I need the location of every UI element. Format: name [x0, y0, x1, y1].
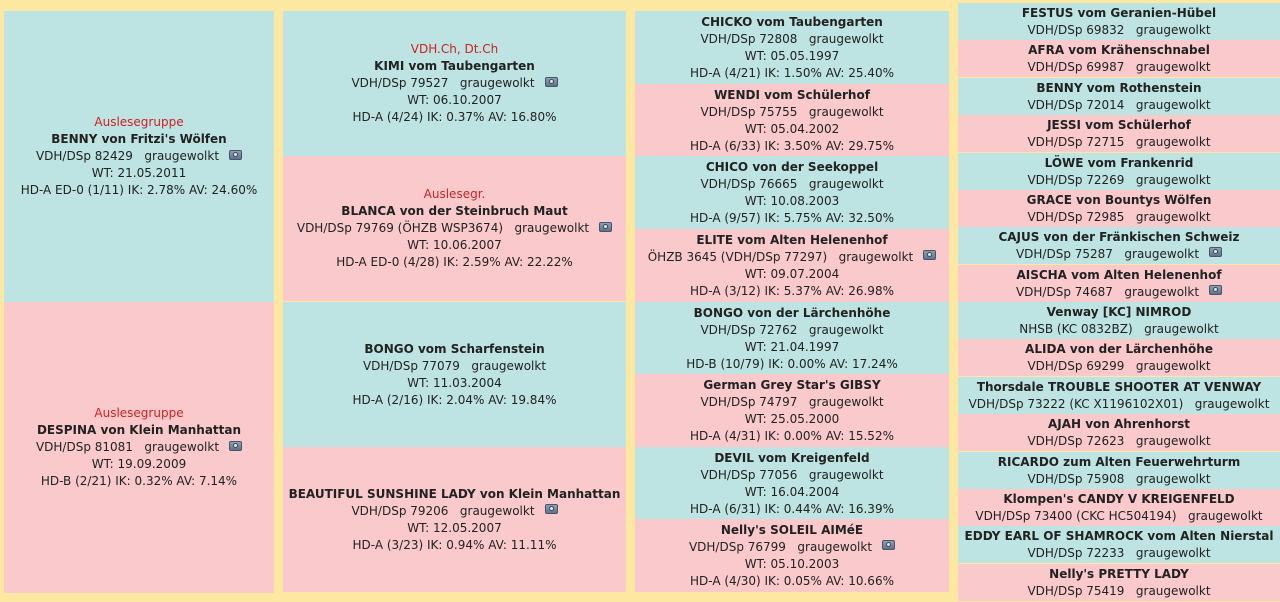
birth-date: WT: 25.05.2000	[744, 411, 840, 426]
camera-icon[interactable]	[599, 222, 612, 232]
registration-line	[700, 467, 883, 484]
registration-line	[700, 104, 883, 121]
pedigree-entry	[283, 302, 626, 447]
pedigree-entry	[4, 302, 274, 593]
coat-color: graugewolkt	[1135, 433, 1211, 448]
pedigree-entry	[958, 227, 1280, 264]
pedigree-entry	[958, 40, 1280, 77]
pedigree-entry	[283, 11, 626, 156]
coat-color: graugewolkt	[808, 31, 884, 46]
registration-number: NHSB (KC 0832BZ)	[1019, 321, 1133, 336]
dog-name[interactable]: BENNY von Fritzi's Wölfen	[51, 132, 227, 146]
registration-line	[700, 31, 883, 48]
pedigree-entry	[635, 156, 949, 229]
camera-icon[interactable]	[923, 250, 936, 260]
pedigree-entry	[283, 447, 626, 592]
registration-line	[1016, 284, 1222, 301]
coat-color: graugewolkt	[808, 394, 884, 409]
coat-color: graugewolkt	[1135, 358, 1211, 373]
dog-name[interactable]: Venway [KC] NIMROD	[1046, 304, 1192, 319]
dog-name[interactable]: Nelly's PRETTY LADY	[1049, 566, 1189, 581]
registration-number: VDH/DSp 72623	[1027, 433, 1125, 448]
registration-number: VDH/DSp 69987	[1027, 59, 1125, 74]
registration-number: VDH/DSp 75908	[1027, 471, 1125, 486]
dog-title: Auslesegruppe	[94, 115, 184, 129]
dog-name[interactable]: ELITE vom Alten Helenenhof	[696, 232, 888, 247]
registration-line	[1019, 321, 1219, 338]
coat-color: graugewolkt	[1194, 396, 1270, 411]
pedigree-entry	[958, 564, 1280, 601]
birth-date: WT: 12.05.2007	[407, 520, 502, 535]
coat-color: graugewolkt	[1135, 545, 1211, 560]
dog-name[interactable]: German Grey Star's GIBSY	[703, 377, 881, 392]
dog-title: VDH.Ch, Dt.Ch	[410, 42, 499, 56]
camera-icon[interactable]	[229, 150, 242, 160]
pedigree-entry	[958, 302, 1280, 339]
dog-name[interactable]: LÖWE vom Frankenrid	[1044, 155, 1194, 170]
pedigree-entry	[958, 265, 1280, 302]
dog-name[interactable]: DEVIL vom Kreigenfeld	[714, 450, 870, 465]
dog-name[interactable]: RICARDO zum Alten Feuerwehrturm	[997, 454, 1241, 469]
birth-date: WT: 09.07.2004	[744, 266, 840, 281]
dog-name[interactable]: Klompen's CANDY V KREIGENFELD	[1003, 491, 1235, 506]
dog-name[interactable]: Thorsdale TROUBLE SHOOTER AT VENWAY	[976, 379, 1262, 394]
registration-number: VDH/DSp 77056	[700, 467, 798, 482]
pedigree-entry	[958, 3, 1280, 40]
coat-color: graugewolkt	[1135, 172, 1211, 187]
coat-color: graugewolkt	[1124, 284, 1200, 299]
registration-number: VDH/DSp 74797	[700, 394, 798, 409]
pedigree-entry	[958, 153, 1280, 190]
pedigree-entry	[958, 489, 1280, 526]
registration-number: VDH/DSp 72985	[1027, 209, 1125, 224]
dog-name[interactable]: CHICKO vom Taubengarten	[701, 14, 883, 29]
birth-date: WT: 11.03.2004	[407, 375, 502, 390]
registration-line	[36, 439, 242, 456]
registration-number: VDH/DSp 75287	[1015, 246, 1113, 261]
registration-number: VDH/DSp 72269	[1027, 172, 1125, 187]
registration-number: VDH/DSp 79206	[351, 503, 449, 518]
dog-name[interactable]: BONGO vom Scharfenstein	[364, 341, 545, 356]
registration-line	[1027, 97, 1210, 114]
registration-line	[1027, 134, 1210, 151]
dog-name[interactable]: GRACE von Bountys Wölfen	[1026, 192, 1212, 207]
health-results: HD-A (6/31) IK: 0.44% AV: 16.39%	[690, 501, 894, 516]
coat-color: graugewolkt	[1135, 583, 1211, 598]
dog-title: Auslesegr.	[423, 187, 486, 201]
registration-number: VDH/DSp 81081	[35, 440, 133, 454]
coat-color: graugewolkt	[808, 467, 884, 482]
pedigree-entry	[635, 519, 949, 592]
pedigree-entry	[635, 84, 949, 157]
registration-line	[1027, 545, 1210, 562]
coat-color: graugewolkt	[1187, 508, 1263, 523]
pedigree-entry	[4, 11, 274, 302]
coat-color: graugewolkt	[1135, 59, 1211, 74]
registration-number: VDH/DSp 72233	[1027, 545, 1125, 560]
registration-line	[36, 148, 242, 165]
registration-line	[1027, 433, 1210, 450]
registration-number: VDH/DSp 73222 (KC X1196102X01)	[968, 396, 1184, 411]
coat-color: graugewolkt	[838, 249, 914, 264]
dog-name[interactable]: AISCHA vom Alten Helenenhof	[1016, 267, 1222, 282]
registration-number: ÖHZB 3645 (VDH/DSp 77297)	[647, 249, 828, 264]
coat-color: graugewolkt	[808, 176, 884, 191]
registration-number: VDH/DSp 72808	[700, 31, 798, 46]
registration-line	[297, 220, 612, 237]
health-results: HD-A (6/33) IK: 3.50% AV: 29.75%	[690, 138, 894, 153]
coat-color: graugewolkt	[144, 149, 220, 163]
birth-date: WT: 05.04.2002	[744, 121, 840, 136]
camera-icon[interactable]	[882, 540, 895, 550]
birth-date: WT: 19.09.2009	[91, 457, 187, 471]
health-results: HD-A (4/31) IK: 0.00% AV: 15.52%	[690, 428, 894, 443]
pedigree-entry	[283, 156, 626, 301]
dog-name[interactable]: BEAUTIFUL SUNSHINE LADY von Klein Manhattan	[288, 486, 621, 501]
registration-number: VDH/DSp 76799	[688, 539, 786, 554]
registration-number: VDH/DSp 69832	[1027, 22, 1125, 37]
dog-name[interactable]: BONGO von der Lärchenhöhe	[693, 305, 891, 320]
birth-date: WT: 05.05.1997	[744, 48, 840, 63]
pedigree-entry	[635, 374, 949, 447]
pedigree-entry	[635, 11, 949, 84]
coat-color: graugewolkt	[144, 440, 220, 454]
birth-date: WT: 16.04.2004	[744, 484, 840, 499]
registration-number: VDH/DSp 75755	[700, 104, 798, 119]
registration-line	[1027, 22, 1210, 39]
health-results: HD-A (4/24) IK: 0.37% AV: 16.80%	[352, 110, 557, 124]
health-results: HD-A ED-0 (1/11) IK: 2.78% AV: 24.60%	[20, 183, 258, 197]
registration-number: VDH/DSp 69299	[1027, 358, 1125, 373]
pedigree-entry	[635, 447, 949, 520]
coat-color: graugewolkt	[514, 221, 590, 235]
coat-color: graugewolkt	[797, 539, 873, 554]
registration-line	[700, 394, 883, 411]
birth-date: WT: 21.04.1997	[744, 339, 840, 354]
coat-color: graugewolkt	[1135, 134, 1211, 149]
coat-color: graugewolkt	[808, 104, 884, 119]
registration-line	[1027, 358, 1210, 375]
birth-date: WT: 06.10.2007	[407, 93, 502, 107]
birth-date: WT: 10.06.2007	[407, 238, 502, 252]
registration-number: VDH/DSp 79769 (ÖHZB WSP3674)	[296, 221, 504, 235]
pedigree-entry	[958, 78, 1280, 115]
registration-number: VDH/DSp 79527	[351, 76, 449, 90]
registration-line	[351, 75, 557, 92]
registration-line	[689, 539, 895, 556]
health-results: HD-B (10/79) IK: 0.00% AV: 17.24%	[686, 356, 898, 371]
health-results: HD-A (2/16) IK: 2.04% AV: 19.84%	[352, 392, 557, 407]
health-results: HD-A ED-0 (4/28) IK: 2.59% AV: 22.22%	[336, 255, 573, 269]
registration-line	[700, 176, 883, 193]
pedigree-entry	[958, 339, 1280, 376]
registration-line	[700, 322, 883, 339]
pedigree-entry	[958, 377, 1280, 414]
registration-number: VDH/DSp 72715	[1027, 134, 1125, 149]
registration-line	[648, 249, 937, 266]
registration-number: VDH/DSp 77079	[362, 358, 460, 373]
registration-line	[351, 503, 557, 520]
coat-color: graugewolkt	[808, 322, 884, 337]
camera-icon[interactable]	[545, 504, 558, 514]
registration-line	[969, 396, 1270, 413]
dog-name[interactable]: FESTUS vom Geranien-Hübel	[1021, 5, 1217, 20]
birth-date: WT: 21.05.2011	[91, 166, 187, 180]
registration-line	[1016, 246, 1222, 263]
dog-name[interactable]: EDDY EARL OF SHAMROCK vom Alten Nierstal	[964, 528, 1274, 543]
coat-color: graugewolkt	[471, 358, 547, 373]
dog-name[interactable]: CAJUS von der Fränkischen Schweiz	[998, 229, 1240, 244]
pedigree-entry	[635, 229, 949, 302]
health-results: HD-B (2/21) IK: 0.32% AV: 7.14%	[40, 474, 238, 488]
coat-color: graugewolkt	[1135, 97, 1211, 112]
dog-name[interactable]: AFRA vom Krähenschnabel	[1028, 42, 1210, 57]
dog-name[interactable]: BLANCA von der Steinbruch Maut	[341, 204, 568, 218]
dog-name[interactable]: JESSI vom Schülerhof	[1047, 117, 1191, 132]
dog-name[interactable]: CHICO von der Seekoppel	[705, 159, 879, 174]
registration-number: VDH/DSp 82429	[35, 149, 133, 163]
dog-name[interactable]: KIMI vom Taubengarten	[374, 59, 535, 73]
birth-date: WT: 10.08.2003	[744, 193, 840, 208]
coat-color: graugewolkt	[1135, 471, 1211, 486]
pedigree-entry	[958, 190, 1280, 227]
registration-line	[1027, 583, 1210, 600]
pedigree-entry	[635, 302, 949, 375]
health-results: HD-A (3/12) IK: 5.37% AV: 26.98%	[690, 283, 894, 298]
health-results: HD-A (4/21) IK: 1.50% AV: 25.40%	[690, 65, 894, 80]
registration-number: VDH/DSp 75419	[1027, 583, 1125, 598]
dog-name[interactable]: Nelly's SOLEIL AIMéE	[720, 522, 864, 537]
dog-name[interactable]: BENNY vom Rothenstein	[1036, 80, 1202, 95]
health-results: HD-A (4/30) IK: 0.05% AV: 10.66%	[690, 573, 894, 588]
registration-number: VDH/DSp 74687	[1015, 284, 1113, 299]
coat-color: graugewolkt	[1135, 22, 1211, 37]
registration-line	[1027, 59, 1210, 76]
health-results: HD-A (3/23) IK: 0.94% AV: 11.11%	[352, 537, 557, 552]
camera-icon[interactable]	[1209, 247, 1222, 257]
registration-line	[363, 358, 546, 375]
coat-color: graugewolkt	[1144, 321, 1219, 336]
registration-number: VDH/DSp 72762	[700, 322, 798, 337]
health-results: HD-A (9/57) IK: 5.75% AV: 32.50%	[690, 210, 894, 225]
pedigree-entry	[958, 526, 1280, 563]
coat-color: graugewolkt	[1124, 246, 1200, 261]
dog-name[interactable]: ALIDA von der Lärchenhöhe	[1025, 341, 1213, 356]
pedigree-entry	[958, 115, 1280, 152]
coat-color: graugewolkt	[1135, 209, 1211, 224]
registration-line	[1027, 172, 1210, 189]
pedigree-entry	[958, 452, 1280, 489]
registration-line	[1027, 471, 1210, 488]
dog-name[interactable]: AJAH von Ahrenhorst	[1047, 416, 1191, 431]
dog-title: Auslesegruppe	[94, 406, 184, 420]
camera-icon[interactable]	[229, 441, 242, 451]
camera-icon[interactable]	[1209, 285, 1222, 295]
registration-number: VDH/DSp 76665	[700, 176, 798, 191]
registration-number: VDH/DSp 72014	[1027, 97, 1125, 112]
coat-color: graugewolkt	[459, 503, 535, 518]
dog-name[interactable]: DESPINA von Klein Manhattan	[36, 423, 242, 437]
pedigree-entry	[958, 414, 1280, 451]
camera-icon[interactable]	[545, 77, 558, 87]
coat-color: graugewolkt	[459, 76, 535, 90]
dog-name[interactable]: WENDI vom Schülerhof	[714, 87, 870, 102]
registration-number: VDH/DSp 73400 (CKC HC504194)	[975, 508, 1177, 523]
registration-line	[975, 508, 1262, 525]
birth-date: WT: 05.10.2003	[744, 556, 840, 571]
registration-line	[1027, 209, 1210, 226]
